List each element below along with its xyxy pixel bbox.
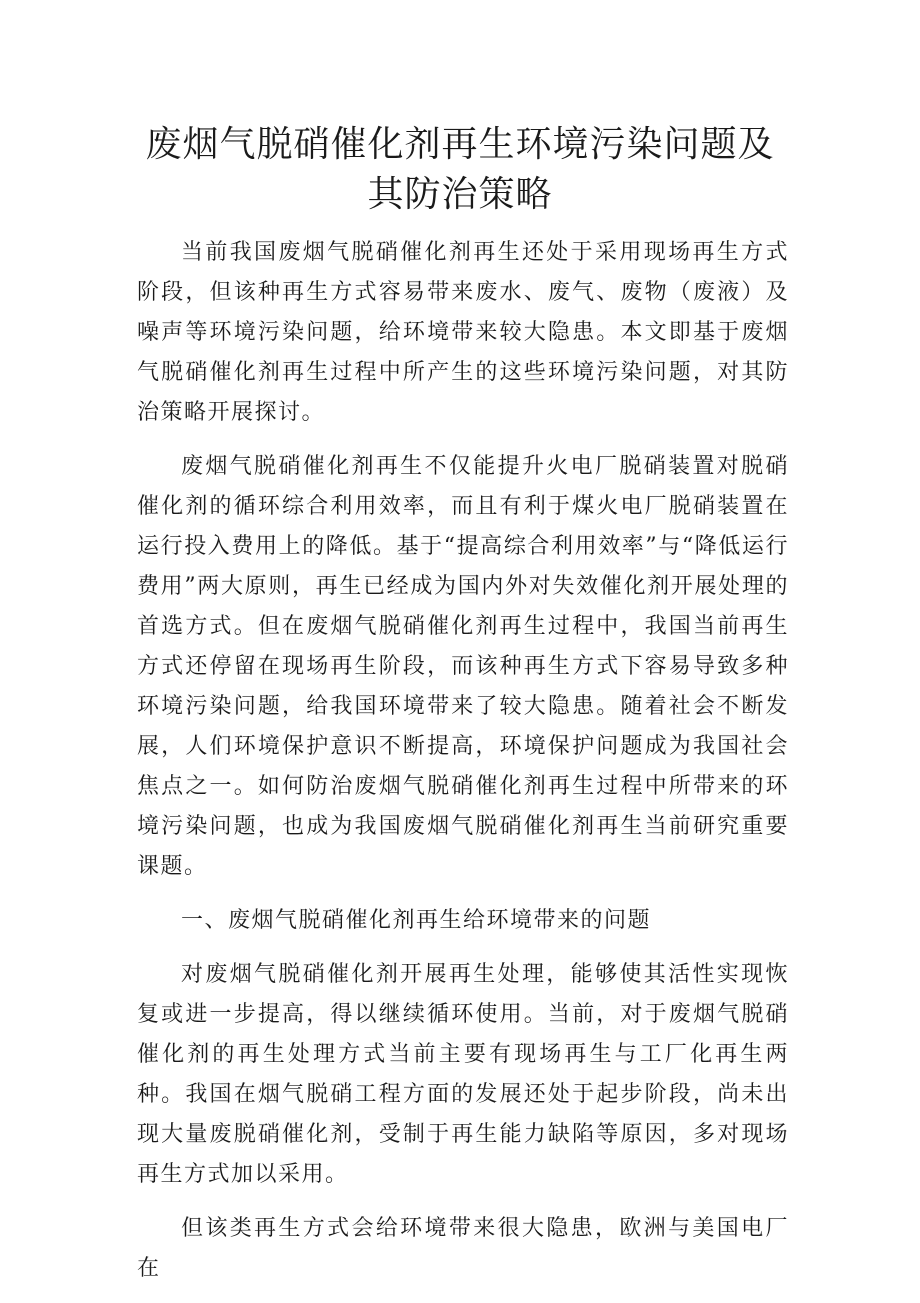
section-paragraph: 对废烟气脱硝催化剂开展再生处理，能够使其活性实现恢复或进一步提高，得以继续循环使用。当前，对于废烟气脱硝催化剂的再生处理方式当前主要有现场再生与工厂化再生两种。我国在烟气脱硝工程方面的发展还处于起步阶段，尚未出现大量废脱硝催化剂，受制于再生能力缺陷等原因，多对现场再生方式加以采用。 — [137, 962, 789, 1187]
document-body — [137, 233, 789, 1303]
intro-paragraph: 当前我国废烟气脱硝催化剂再生还处于采用现场再生方式阶段，但该种再生方式容易带来废水、废气、废物（废液）及噪声等环境污染问题，给环境带来较大隐患。本文即基于废烟气脱硝催化剂再生过程中所产生的这些环境污染问题，对其防治策略开展探讨。 — [137, 240, 789, 425]
section-paragraph: 但该类再生方式会给环境带来很大隐患，欧洲与美国电厂在 — [137, 1216, 789, 1281]
background-paragraph: 废烟气脱硝催化剂再生不仅能提升火电厂脱硝装置对脱硝催化剂的循环综合利用效率，而且有利于煤火电厂脱硝装置在运行投入费用上的降低。基于“提高综合利用效率”与“降低运行费用”两大原则，再生已经成为国内外对失效催化剂开展处理的首选方式。但在废烟气脱硝催化剂再生过程中，我国当前再生方式还停留在现场再生阶段，而该种再生方式下容易导致多种环境污染问题，给我国环境带来了较大隐患。随着社会不断发展，人们环境保护意识不断提高，环境保护问题成为我国社会焦点之一。如何防治废烟气脱硝催化剂再生过程中所带来的环境污染问题，也成为我国废烟气脱硝催化剂再生当前研究重要课题。 — [137, 454, 789, 879]
section-heading: 一、废烟气脱硝催化剂再生给环境带来的问题 — [181, 908, 652, 933]
document-title: 废烟气脱硝催化剂再生环境污染问题及其防治策略 — [145, 124, 775, 215]
